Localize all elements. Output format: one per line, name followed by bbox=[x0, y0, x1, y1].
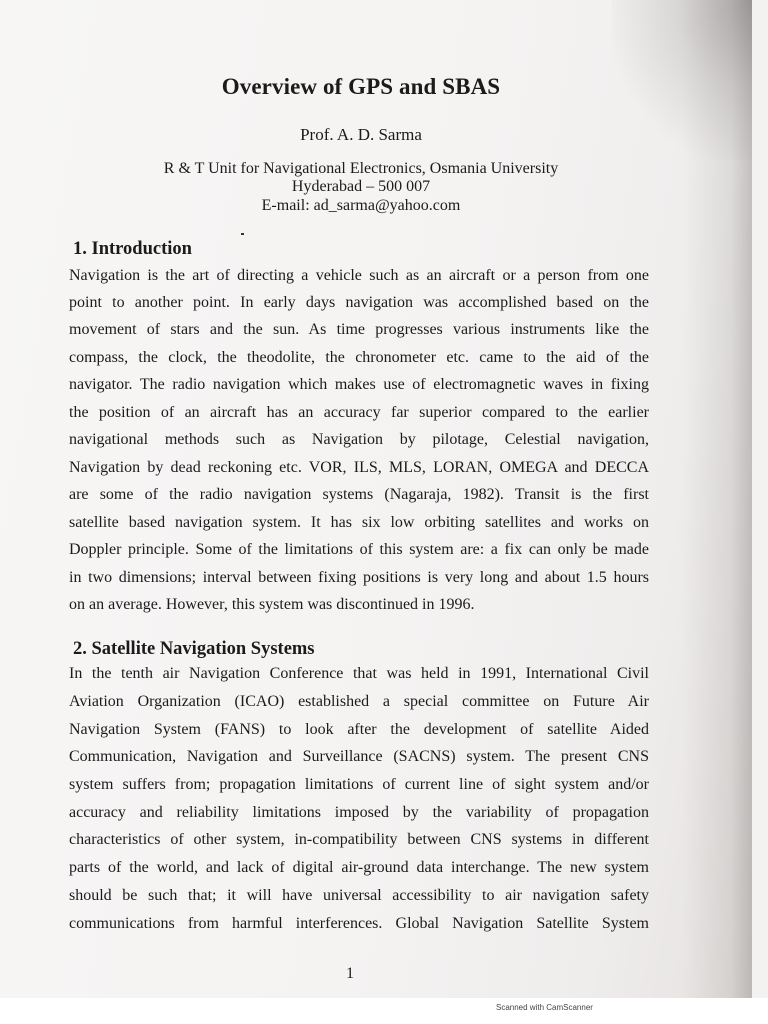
text-line: parts of the world, and lack of digital air-ground data interchange. The new system bbox=[69, 859, 649, 876]
affiliation-line-2: Hyderabad – 500 007 bbox=[291, 178, 431, 195]
text-line: Doppler principle. Some of the limitations of this system are: a fix can only be made bbox=[69, 541, 649, 558]
scan-footer-strip bbox=[0, 998, 768, 1024]
text-line: Navigation is the art of directing a vehicle such as an aircraft or a person from one bbox=[69, 267, 649, 284]
affiliation-line-1: R & T Unit for Navigational Electronics, Osmania University bbox=[163, 160, 559, 177]
section-heading-introduction: 1. Introduction bbox=[73, 239, 192, 259]
page-number: 1 bbox=[346, 965, 354, 982]
text-line: Navigation by dead reckoning etc. VOR, ILS, MLS, LORAN, OMEGA and DECCA bbox=[69, 459, 649, 476]
text-line: compass, the clock, the theodolite, the chronometer etc. came to the aid of the bbox=[69, 349, 649, 366]
text-line: on an average. However, this system was discontinued in 1996. bbox=[69, 596, 475, 613]
affiliation-email: E-mail: ad_sarma@yahoo.com bbox=[261, 197, 461, 214]
text-line: the position of an aircraft has an accuracy far superior compared to the earlier bbox=[69, 404, 649, 421]
text-line: in two dimensions; interval between fixing positions is very long and about 1.5 hours bbox=[69, 569, 649, 586]
text-line: Communication, Navigation and Surveillance (SACNS) system. The present CNS bbox=[69, 748, 649, 765]
text-line: characteristics of other system, in-compatibility between CNS systems in different bbox=[69, 831, 649, 848]
text-line: Aviation Organization (ICAO) established a special committee on Future Air bbox=[69, 693, 649, 710]
text-line: navigator. The radio navigation which makes use of electromagnetic waves in fixing bbox=[69, 376, 649, 393]
text-line: Navigation System (FANS) to look after the development of satellite Aided bbox=[69, 721, 649, 738]
scan-speck bbox=[241, 233, 244, 235]
text-line: system suffers from; propagation limitations of current line of sight system and/or bbox=[69, 776, 649, 793]
section-heading-satellite-navigation: 2. Satellite Navigation Systems bbox=[73, 639, 315, 659]
text-line: should be such that; it will have universal accessibility to air navigation safety bbox=[69, 887, 649, 904]
text-line: accuracy and reliability limitations imposed by the variability of propagation bbox=[69, 804, 649, 821]
author-name: Prof. A. D. Sarma bbox=[300, 125, 422, 144]
text-line: communications from harmful interferences. Global Navigation Satellite System bbox=[69, 915, 649, 932]
text-line: In the tenth air Navigation Conference that was held in 1991, International Civil bbox=[69, 665, 649, 682]
scanner-watermark: Scanned with CamScanner bbox=[496, 1003, 593, 1012]
text-line: point to another point. In early days navigation was accomplished based on the bbox=[69, 294, 649, 311]
text-line: movement of stars and the sun. As time progresses various instruments like the bbox=[69, 321, 649, 338]
text-line: satellite based navigation system. It has six low orbiting satellites and works on bbox=[69, 514, 649, 531]
text-line: navigational methods such as Navigation by pilotage, Celestial navigation, bbox=[69, 431, 649, 448]
text-line: are some of the radio navigation systems (Nagaraja, 1982). Transit is the first bbox=[69, 486, 649, 503]
paper-title: Overview of GPS and SBAS bbox=[221, 74, 501, 99]
